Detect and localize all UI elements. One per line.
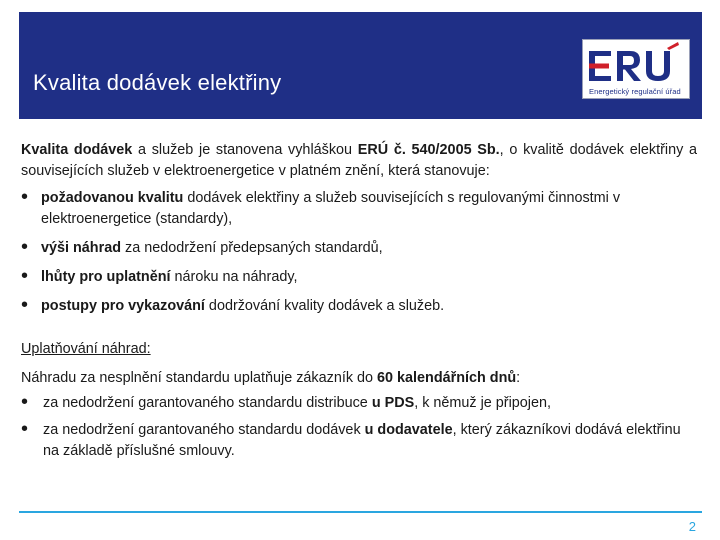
page-number: 2: [688, 519, 696, 534]
list-item: • za nedodržení garantovaného standardu distribuce u PDS, k němuž je připojen,: [21, 393, 697, 414]
list-item: • lhůty pro uplatnění nároku na náhrady,: [21, 267, 697, 288]
section-heading: Uplatňování náhrad:: [21, 341, 151, 357]
page-title: Kvalita dodávek elektřiny: [33, 70, 282, 95]
list-item: • za nedodržení garantovaného standardu dodávek u dodavatele, který zákazníkovi dodává elektřinu na základě příslušné smlouvy.: [21, 420, 697, 462]
intro-paragraph: [21, 140, 697, 182]
logo-caption: Energetický regulační úřad: [589, 87, 681, 96]
standards-list: [21, 188, 697, 317]
eru-logo: [582, 39, 690, 99]
list-item: • postupy pro vykazování dodržování kvality dodávek a služeb.: [21, 296, 697, 317]
footer-divider: [19, 511, 702, 513]
section-lead: Náhradu za nesplnění standardu uplatňuje zákazník do 60 kalendářních dnů:: [21, 370, 521, 386]
intro-text-1: a služeb je stanovena vyhláškou: [132, 142, 358, 158]
title-banner: [19, 12, 702, 119]
intro-bold-2: ERÚ č. 540/2005 Sb.: [357, 142, 500, 158]
slide-body: [21, 140, 697, 468]
eru-logo-mark: [583, 40, 689, 86]
intro-text-2: , o kvalitě dodávek elektřiny a souvisejících služeb v elektroenergetice v platném znění, která stanovuje:: [21, 142, 697, 179]
intro-bold-1: Kvalita dodávek: [21, 142, 133, 158]
list-item: • požadovanou kvalitu dodávek elektřiny a služeb souvisejících s regulovanými činnostmi v elektroenergetice (standardy),: [21, 188, 697, 230]
compensation-list: [21, 393, 697, 462]
list-item: • výši náhrad za nedodržení předepsaných standardů,: [21, 238, 697, 259]
